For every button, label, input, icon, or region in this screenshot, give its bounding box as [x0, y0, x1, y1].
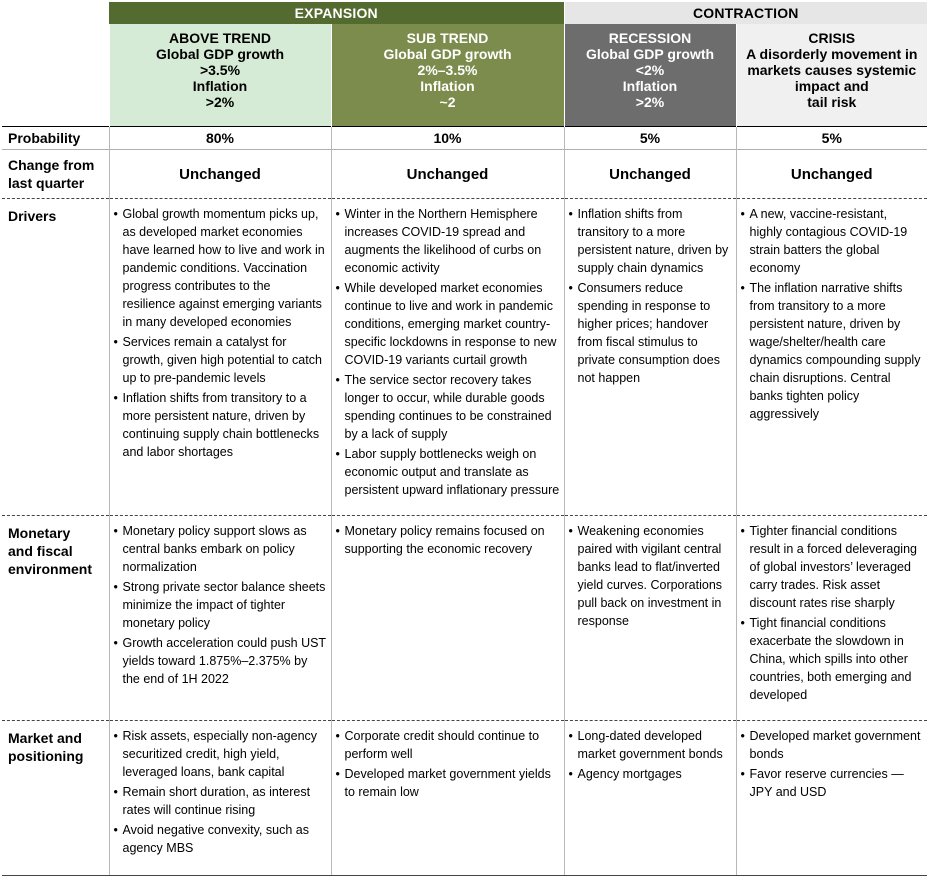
scenario-line: markets causes systemic [747, 62, 917, 78]
change-value: Unchanged [331, 150, 564, 199]
bullet-item: • Developed market government yields to remain low [336, 765, 560, 801]
scenario-table [2, 2, 927, 876]
scenario-line: Inflation [622, 78, 678, 94]
market-cell-crisis [736, 721, 927, 876]
monetary-row [2, 516, 927, 721]
bullet-item: • Tighter financial conditions result in a forced deleveraging of global investors’ leveraged carry trades. Risk asset discount rates rise sharply [741, 522, 924, 612]
probability-row [2, 127, 927, 150]
change-value: Unchanged [109, 150, 331, 199]
bullet-item: • Monetary policy remains focused on supporting the economic recovery [336, 522, 560, 558]
bullet-item: • Remain short duration, as interest rates will continue rising [114, 783, 327, 819]
row-label-drivers: Drivers [2, 199, 109, 516]
scenario-title: RECESSION [608, 30, 692, 46]
row-label-change [2, 150, 109, 199]
scenario-line: Inflation [192, 78, 248, 94]
scenario-line: tail risk [807, 94, 857, 110]
bullet-item: • Inflation shifts from transitory to a more persistent nature, driven by continuing supply chain bottlenecks and labor shortages [114, 389, 327, 461]
bullet-item: • Long-dated developed market government bonds [569, 727, 732, 763]
bullet-item: • Monetary policy support slows as central banks embark on policy normalization [114, 522, 327, 576]
market-cell-sub-trend [331, 721, 564, 876]
market-row [2, 721, 927, 876]
scenario-title: ABOVE TREND [169, 30, 271, 46]
bullet-item: • The inflation narrative shifts from transitory to a more persistent nature, driven by wage/shelter/health care dynamics compounding supply chain disruptions. Central banks tighten policy aggressively [741, 279, 924, 423]
row-label-line: last quarter [8, 175, 85, 191]
bullet-item: • Tight financial conditions exacerbate the slowdown in China, which spills into other countries, both emerging and developed [741, 614, 924, 704]
drivers-cell-above-trend [109, 199, 331, 516]
scenario-title: SUB TREND [406, 30, 489, 46]
monetary-cell-above-trend [109, 516, 331, 721]
bullet-item: • Consumers reduce spending in response to higher prices; handover from fiscal stimulus to private consumption does not happen [569, 279, 732, 387]
monetary-cell-sub-trend [331, 516, 564, 721]
bullet-item: • While developed market economies continue to live and work in pandemic conditions, emerging market country-specific lockdowns in response to new COVID-19 variants curtail growth [336, 279, 560, 369]
row-label-line: Change from [8, 157, 95, 173]
scenario-line: Global GDP growth [383, 46, 512, 62]
bullet-item: • Risk assets, especially non-agency securitized credit, high yield, leveraged loans, bank capital [114, 727, 327, 781]
scenario-header-row [2, 24, 927, 127]
change-value: Unchanged [564, 150, 736, 199]
probability-value: 80% [109, 127, 331, 150]
scenario-line: 2%–3.5% [417, 62, 478, 78]
scenario-crisis [736, 24, 927, 127]
change-row [2, 150, 927, 199]
market-cell-recession [564, 721, 736, 876]
scenario-line: Global GDP growth [155, 46, 285, 62]
scenario-line: Global GDP growth [585, 46, 715, 62]
drivers-row [2, 199, 927, 516]
bullet-item: • Developed market government bonds [741, 727, 924, 763]
bullet-item: • Weakening economies paired with vigilant central banks lead to flat/inverted yield curves. Corporations pull back on investment in response [569, 522, 732, 630]
scenario-line: <2% [635, 62, 665, 78]
scenario-line: Inflation [420, 78, 475, 94]
bullet-item: • Global growth momentum picks up, as developed market economies have learned how to live and work in pandemic conditions. Vaccination progress contributes to the resilience against emerging variants in many developed economies [114, 205, 327, 331]
scenario-line: >2% [635, 94, 665, 110]
bullet-item: • The service sector recovery takes longer to occur, while durable goods spending continues to be constrained by a lack of supply [336, 371, 560, 443]
monetary-cell-crisis [736, 516, 927, 721]
drivers-cell-sub-trend [331, 199, 564, 516]
bullet-item: • Avoid negative convexity, such as agency MBS [114, 821, 327, 857]
row-label-line: environment [8, 561, 93, 577]
bullet-item: • Corporate credit should continue to perform well [336, 727, 560, 763]
probability-value: 10% [331, 127, 564, 150]
bullet-item: • A new, vaccine-resistant, highly contagious COVID-19 strain batters the global economy [741, 205, 924, 277]
change-value: Unchanged [736, 150, 927, 199]
scenario-above-trend [109, 24, 331, 127]
scenario-line: A disorderly movement in [746, 46, 918, 62]
bullet-item: • Inflation shifts from transitory to a more persistent nature, driven by supply chain dynamics [569, 205, 732, 277]
bullet-item: • Growth acceleration could push UST yields toward 1.875%–2.375% by the end of 1H 2022 [114, 634, 327, 688]
bullet-item: • Strong private sector balance sheets minimize the impact of tighter monetary policy [114, 578, 327, 632]
probability-value: 5% [736, 127, 927, 150]
scenario-line: ~2 [439, 94, 456, 110]
group-header-row [2, 2, 927, 24]
group-expansion: EXPANSION [109, 2, 564, 24]
scenario-line: >3.5% [199, 62, 241, 78]
bullet-item: • Favor reserve currencies — JPY and USD [741, 765, 924, 801]
scenario-line: >2% [205, 94, 235, 110]
scenario-sub-trend [331, 24, 564, 127]
scenario-title: CRISIS [808, 30, 856, 46]
probability-value: 5% [564, 127, 736, 150]
row-label-line: Monetary [8, 525, 71, 541]
row-label-line: and fiscal [8, 543, 73, 559]
monetary-cell-recession [564, 516, 736, 721]
row-label-monetary [2, 516, 109, 721]
bullet-item: • Labor supply bottlenecks weigh on economic output and translate as persistent upward inflationary pressure [336, 445, 560, 499]
drivers-cell-recession [564, 199, 736, 516]
corner-cell [2, 2, 109, 24]
market-cell-above-trend [109, 721, 331, 876]
bullet-item: • Agency mortgages [569, 765, 732, 783]
group-contraction: CONTRACTION [564, 2, 927, 24]
scenario-recession [564, 24, 736, 127]
corner-cell-2 [2, 24, 109, 127]
row-label-line: Market and [8, 730, 82, 746]
bullet-item: • Services remain a catalyst for growth, given high potential to catch up to pre-pandemic levels [114, 333, 327, 387]
row-label-line: positioning [8, 748, 84, 764]
bullet-item: • Winter in the Northern Hemisphere increases COVID-19 spread and augments the likelihood of curbs on economic activity [336, 205, 560, 277]
drivers-cell-crisis [736, 199, 927, 516]
row-label-market [2, 721, 109, 876]
row-label-probability: Probability [2, 127, 109, 150]
scenario-line: impact and [794, 78, 869, 94]
